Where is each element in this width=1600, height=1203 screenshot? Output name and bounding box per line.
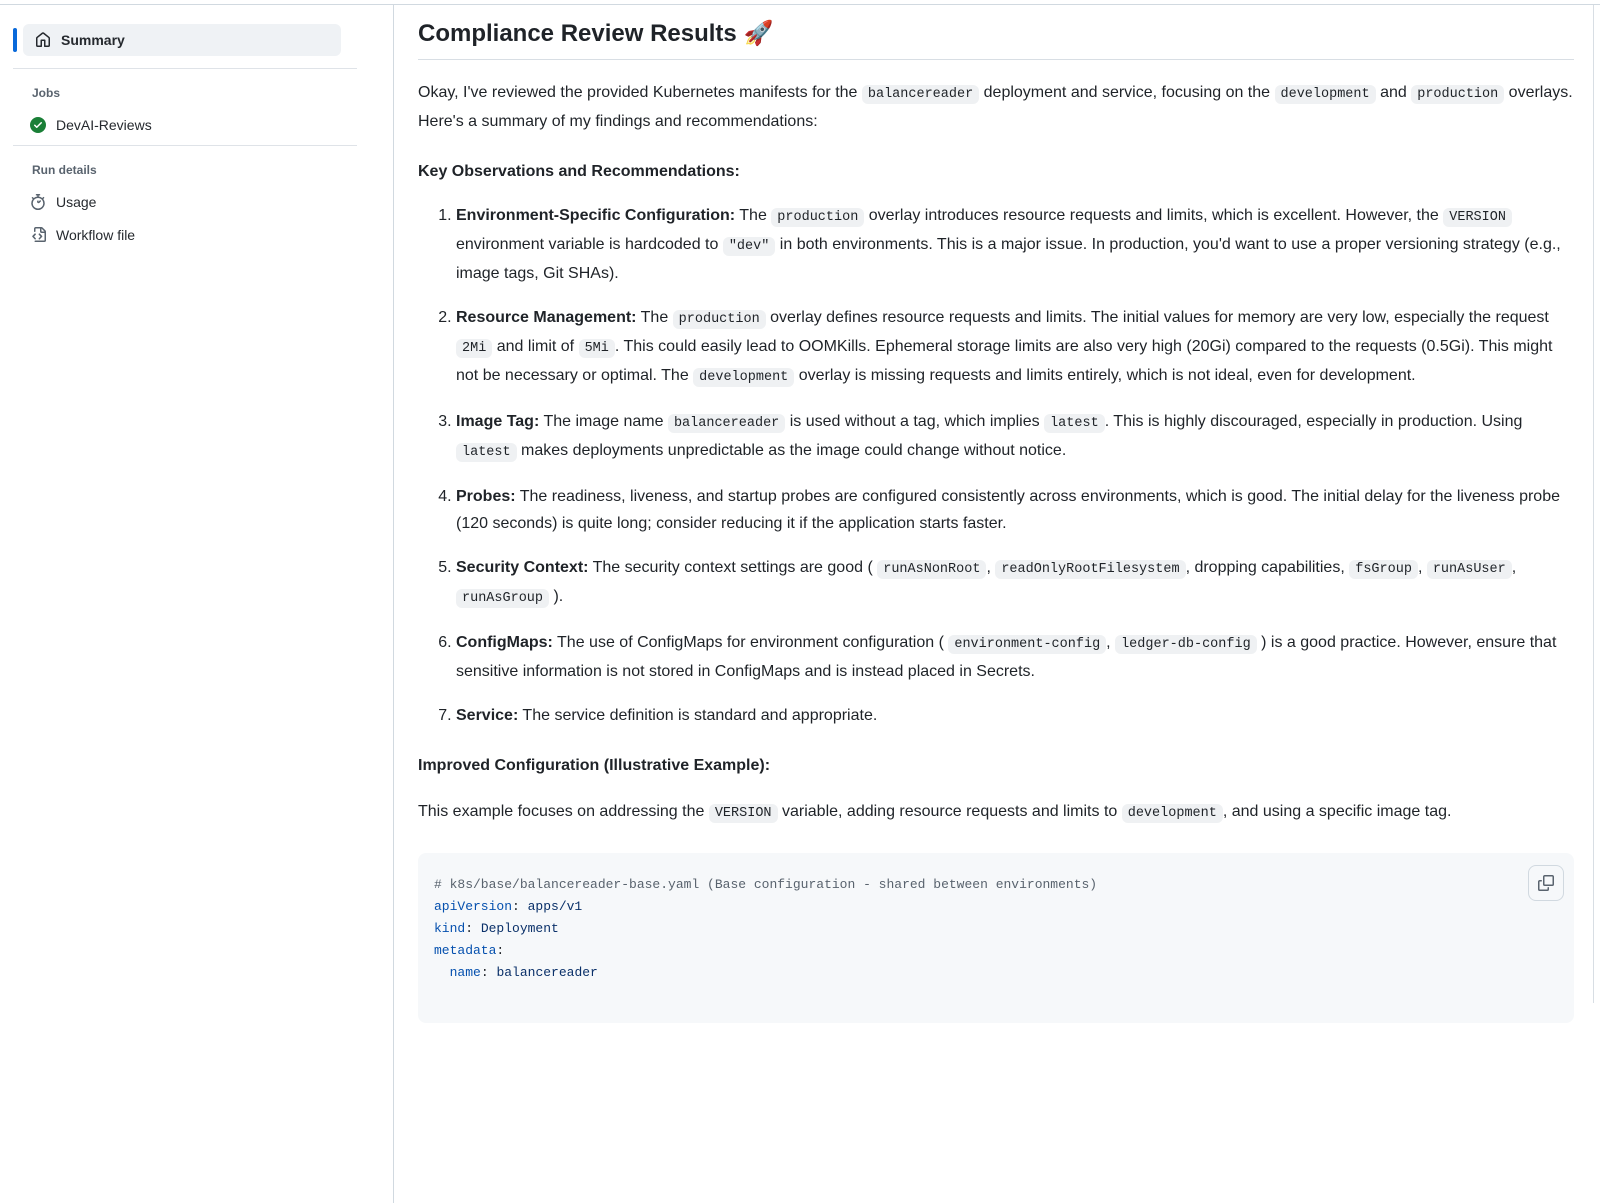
workflow-file-label: Workflow file	[56, 227, 136, 243]
home-icon	[35, 32, 51, 48]
list-item: 4. Probes: The readiness, liveness, and startup probes are configured consistently across environments, which is good. The initial delay for the liveness probe (120 seconds) is quite long; consider reducing it if the application starts faster.	[456, 483, 1574, 537]
summary-content	[394, 5, 1600, 1203]
page-title: Compliance Review Results 🚀	[418, 18, 1574, 60]
list-item: 5. Security Context: The security context settings are good ( runAsNonRoot , readOnlyRootFilesystem , dropping capabilities, fsGroup , runAsUser , runAsGroup ).	[456, 554, 1574, 612]
jobs-section-title: Jobs	[32, 86, 61, 100]
code-block	[418, 853, 1574, 1023]
list-item: 3. Image Tag: The image name balancereader is used without a tag, which implies latest . This is highly discouraged, especially in production. Using latest makes deployments unpredictable as the image could change without notice.	[456, 408, 1574, 466]
sidebar-section-jobs	[13, 69, 357, 133]
active-indicator	[13, 28, 17, 52]
intro-paragraph: Okay, I've reviewed the provided Kubernetes manifests for the balancereader deployment and service, focusing on the development and production overlays. Here's a summary of my findings and recommendations:	[418, 84, 1573, 131]
copy-button[interactable]	[1528, 865, 1564, 901]
example-intro-paragraph: This example focuses on addressing the VERSION variable, adding resource requests and limits to development , and using a specific image tag.	[418, 803, 1452, 822]
list-item: 2. Resource Management: The production overlay defines resource requests and limits. The initial values for memory are very low, especially the request 2Mi and limit of 5Mi . This could easily lead to OOMKills. Ephemeral storage limits are also very high (20Gi) compared to the requests (0.5Gi). This might not be necessary or optimal. The development overlay is missing requests and limits entirely, which is not ideal, even for development.	[456, 304, 1574, 391]
file-code-icon	[30, 227, 46, 243]
stopwatch-icon	[30, 194, 46, 210]
sidebar-item-workflow-file[interactable]	[13, 227, 357, 243]
copy-icon	[1538, 875, 1554, 891]
usage-label: Usage	[56, 194, 97, 210]
observations-list	[418, 202, 1574, 729]
scrollbar-track-border	[1593, 5, 1594, 1003]
key-observations-heading: Key Observations and Recommendations:	[418, 163, 740, 181]
sidebar-item-usage[interactable]	[13, 194, 357, 210]
sidebar-item-summary[interactable]	[23, 24, 341, 56]
list-item: 6. ConfigMaps: The use of ConfigMaps for environment configuration ( environment-config , ledger-db-config ) is a good practice. However, ensure that sensitive information is not stored in ConfigMaps and is instead placed in Secrets.	[456, 629, 1574, 685]
sidebar-item-job-devai-reviews[interactable]	[13, 117, 357, 133]
job-name: DevAI-Reviews	[56, 117, 152, 133]
list-item: 7. Service: The service definition is standard and appropriate.	[456, 702, 1574, 729]
yaml-code: # k8s/base/balancereader-base.yaml (Base configuration - shared between environments) apiVersion: apps/v1 kind: Deployment metadata: name: balancereader	[434, 877, 1098, 981]
sidebar-item-label: Summary	[61, 32, 125, 48]
run-details-section-title: Run details	[32, 163, 97, 177]
check-circle-icon	[30, 117, 46, 133]
actions-run-page	[0, 5, 1600, 1203]
improved-config-heading: Improved Configuration (Illustrative Example):	[418, 757, 771, 775]
sidebar-section-run-details	[13, 146, 357, 243]
list-item: 1. Environment-Specific Configuration: The production overlay introduces resource requests and limits, which is excellent. However, the VERSION environment variable is hardcoded to "dev" in both environments. This is a major issue. In production, you'd want to use a proper versioning strategy (e.g., image tags, Git SHAs).	[456, 202, 1574, 287]
sidebar	[0, 5, 394, 1203]
